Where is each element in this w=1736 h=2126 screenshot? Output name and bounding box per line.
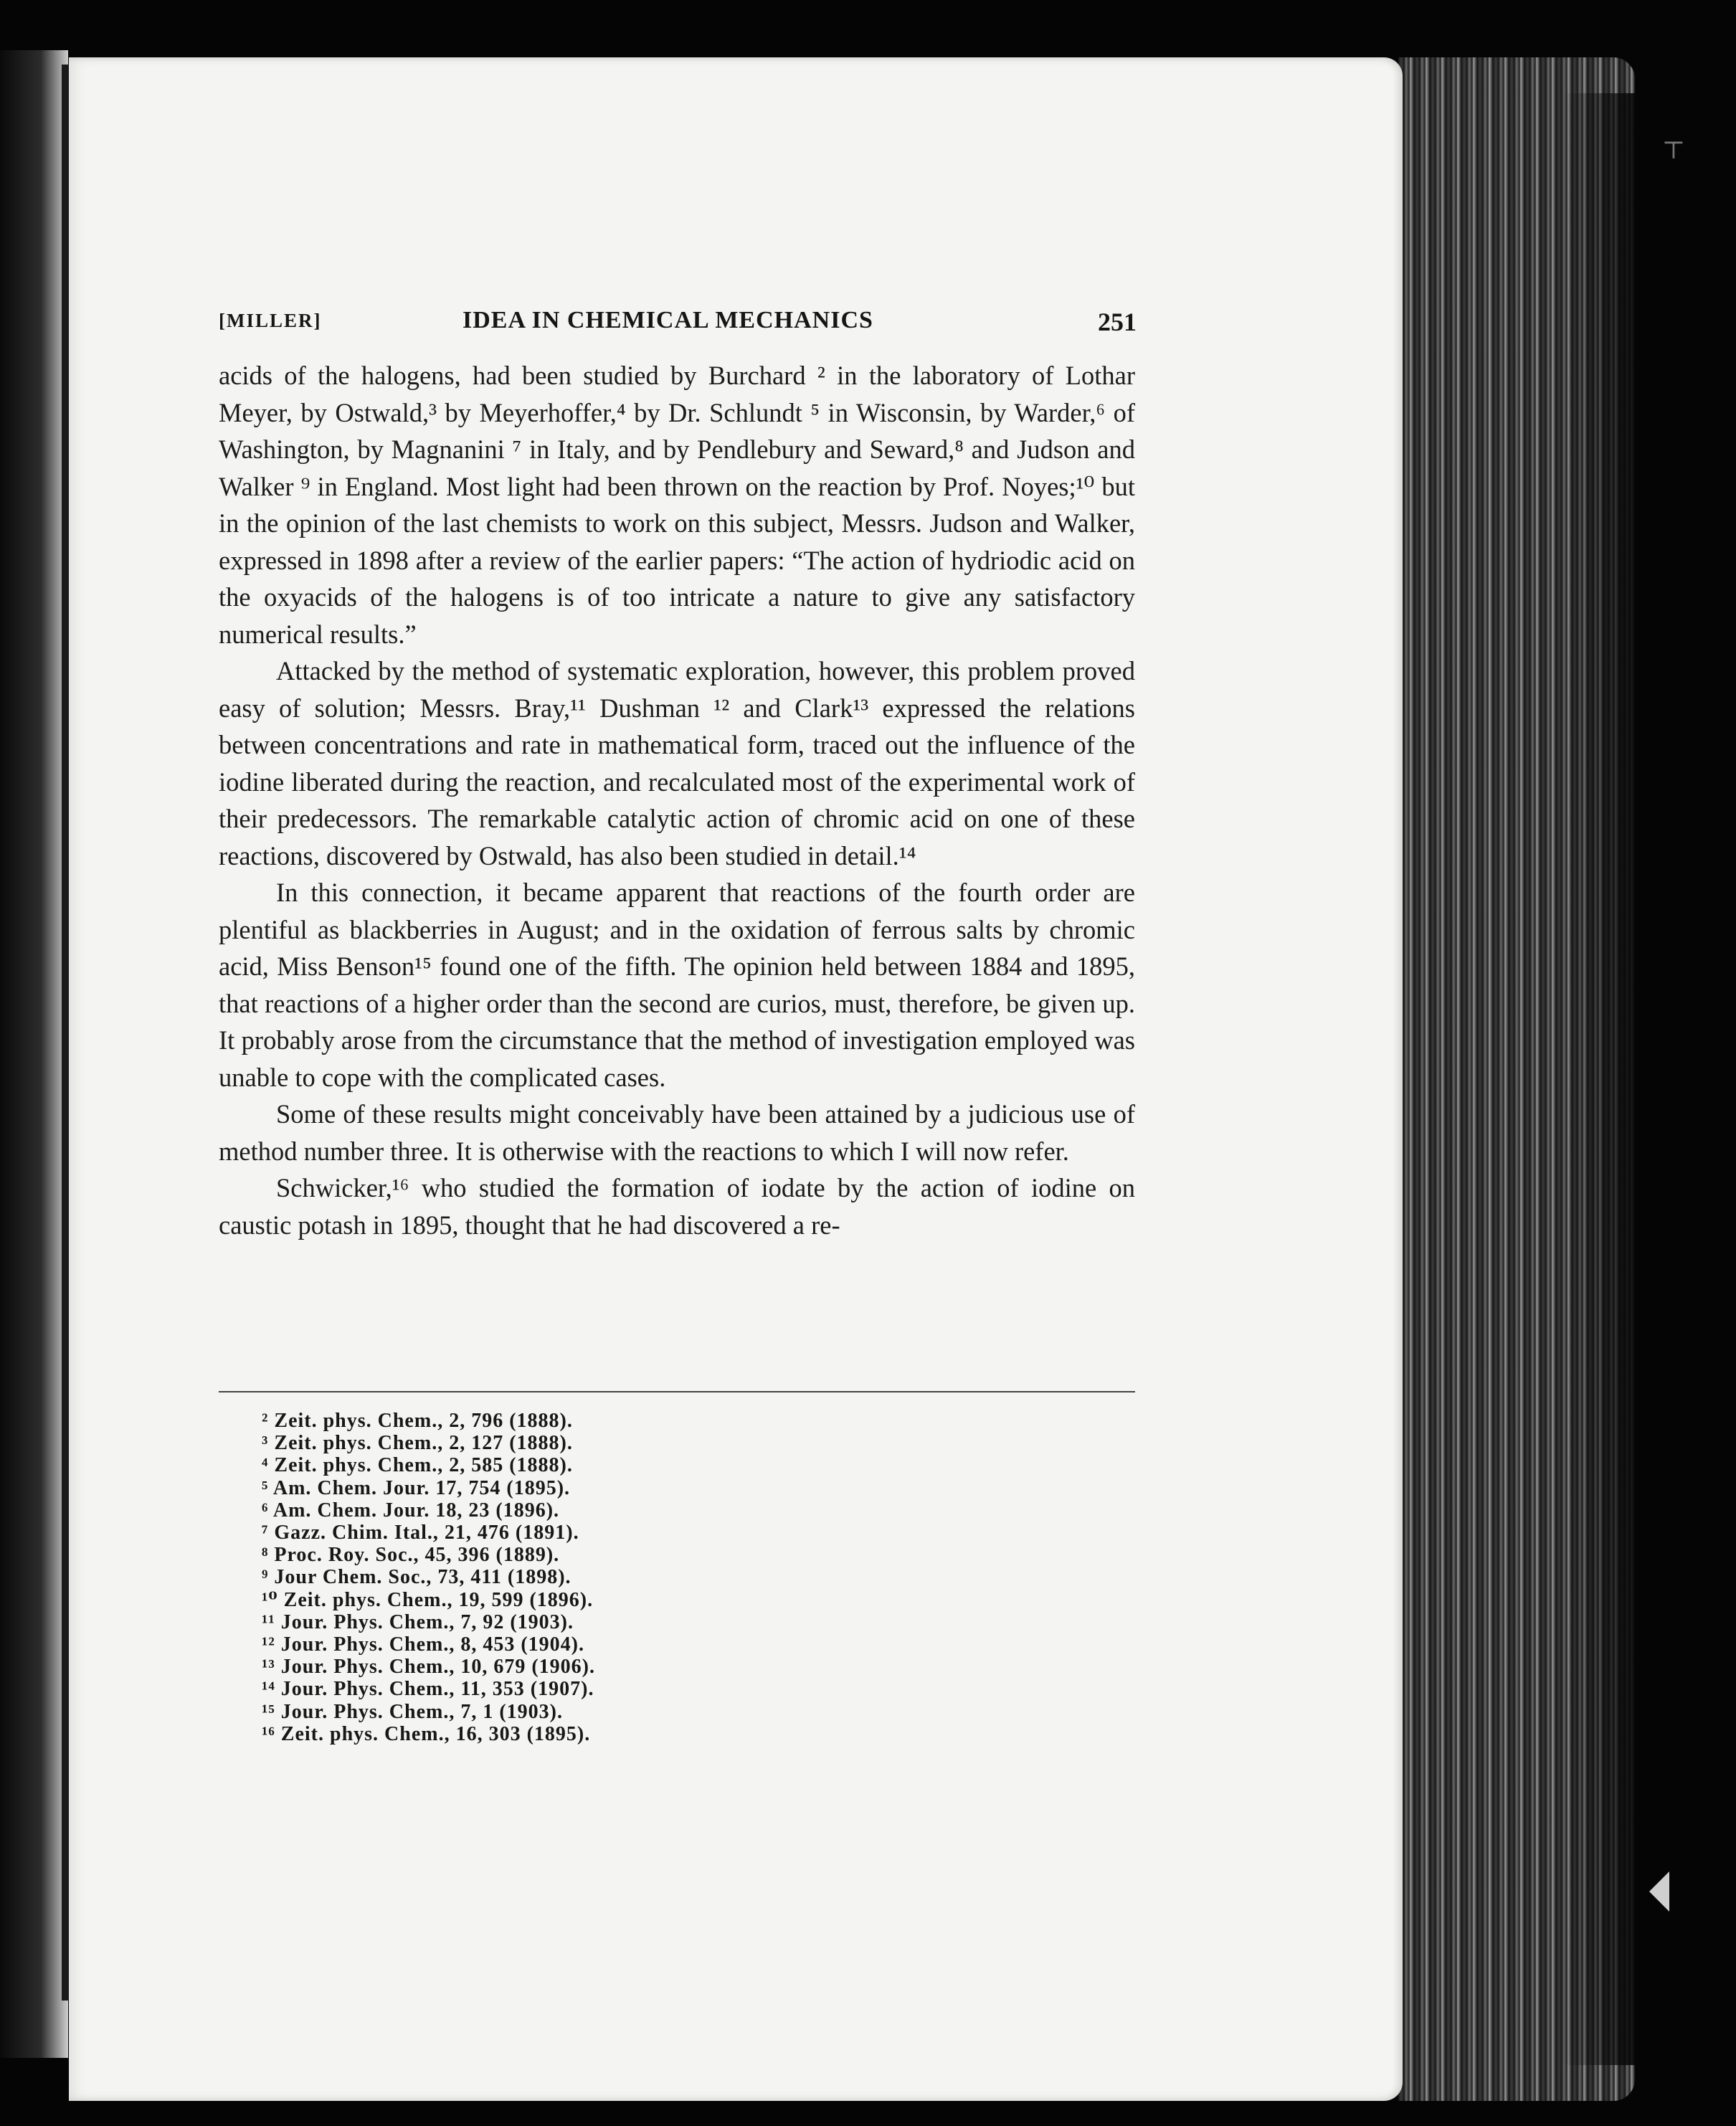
footnote: ⁹ Jour Chem. Soc., 73, 411 (1898).	[262, 1566, 571, 1589]
footnote: ¹³ Jour. Phys. Chem., 10, 679 (1906).	[262, 1656, 595, 1679]
body-text	[219, 357, 1135, 1243]
footnote: ⁴ Zeit. phys. Chem., 2, 585 (1888).	[262, 1454, 573, 1477]
footnote: ¹⁶ Zeit. phys. Chem., 16, 303 (1895).	[262, 1722, 591, 1745]
scan-artifact-mark: ⊤	[1662, 138, 1685, 164]
running-head-author: [MILLER]	[219, 310, 322, 331]
paragraph-4: Some of these results might conceivably have been attained by a judicious use of method number three. It is otherwise with the reactions to which I will now refer.	[219, 1099, 1135, 1166]
footnote: ⁶ Am. Chem. Jour. 18, 23 (1896).	[262, 1499, 560, 1522]
running-head-title: IDEA IN CHEMICAL MECHANICS	[463, 307, 873, 333]
page-edge-tab-mark	[1649, 1871, 1669, 1912]
page-number: 251	[1098, 308, 1137, 336]
footnote-rule	[219, 1391, 1135, 1392]
facing-page-edge	[0, 50, 68, 2058]
footnote: ¹² Jour. Phys. Chem., 8, 453 (1904).	[262, 1633, 584, 1656]
footnote: ² Zeit. phys. Chem., 2, 796 (1888).	[262, 1410, 573, 1432]
footnote: ⁸ Proc. Roy. Soc., 45, 396 (1889).	[262, 1544, 560, 1567]
footnote: ⁷ Gazz. Chim. Ital., 21, 476 (1891).	[262, 1522, 579, 1544]
footnotes	[262, 1410, 907, 1745]
footnote: ¹⁴ Jour. Phys. Chem., 11, 353 (1907).	[262, 1678, 594, 1701]
footnote: ⁵ Am. Chem. Jour. 17, 754 (1895).	[262, 1476, 571, 1499]
footnote: ¹¹ Jour. Phys. Chem., 7, 92 (1903).	[262, 1610, 574, 1633]
running-header	[219, 307, 1137, 343]
paragraph-1: acids of the halogens, had been studied by Burchard ² in the laboratory of Lothar Meyer, by Ostwald,³ by Meyerhoffer,⁴ by Dr. Schlundt ⁵ in Wisconsin, by Warder,⁶ of Washington, by Magnanini ⁷ in Italy, and by Pendlebury and Seward,⁸ and Judson and Walker ⁹ in England. Most light had been thrown on the reaction by Prof. Noyes;¹⁰ but in the opinion of the last chemists to work on this subject, Messrs. Judson and Walker, expressed in 1898 after a review of the earlier papers: “The action of hydriodic acid on the oxyacids of the halogens is of too intricate a nature to give any satisfactory numerical results.”	[219, 361, 1135, 649]
footnote: ³ Zeit. phys. Chem., 2, 127 (1888).	[262, 1432, 573, 1455]
paragraph-5: Schwicker,¹⁶ who studied the formation of iodate by the action of iodine on caustic potash in 1895, thought that he had discovered a re-	[219, 1173, 1135, 1240]
page-edges-shadow	[1563, 93, 1635, 2065]
paragraph-3: In this connection, it became apparent that reactions of the fourth order are plentiful as blackberries in August; and in the oxidation of ferrous salts by chromic acid, Miss Benson¹⁵ found one of the fifth. The opinion held between 1884 and 1895, that reactions of a higher order than the second are curios, must, therefore, be given up. It probably arose from the circumstance that the method of investigation employed was unable to cope with the complicated cases.	[219, 878, 1135, 1092]
footnote: ¹⁵ Jour. Phys. Chem., 7, 1 (1903).	[262, 1700, 563, 1723]
paragraph-2: Attacked by the method of systematic exploration, however, this problem proved easy of solution; Messrs. Bray,¹¹ Dushman ¹² and Clark¹³ expressed the relations between concentrations and rate in mathematical form, traced out the influence of the iodine liberated during the reaction, and recalculated most of the experimental work of their predecessors. The remarkable catalytic action of chromic acid on one of these reactions, discovered by Ostwald, has also been studied in detail.¹⁴	[219, 656, 1135, 870]
footnote: ¹⁰ Zeit. phys. Chem., 19, 599 (1896).	[262, 1588, 594, 1611]
spine-shadow	[62, 65, 69, 2001]
